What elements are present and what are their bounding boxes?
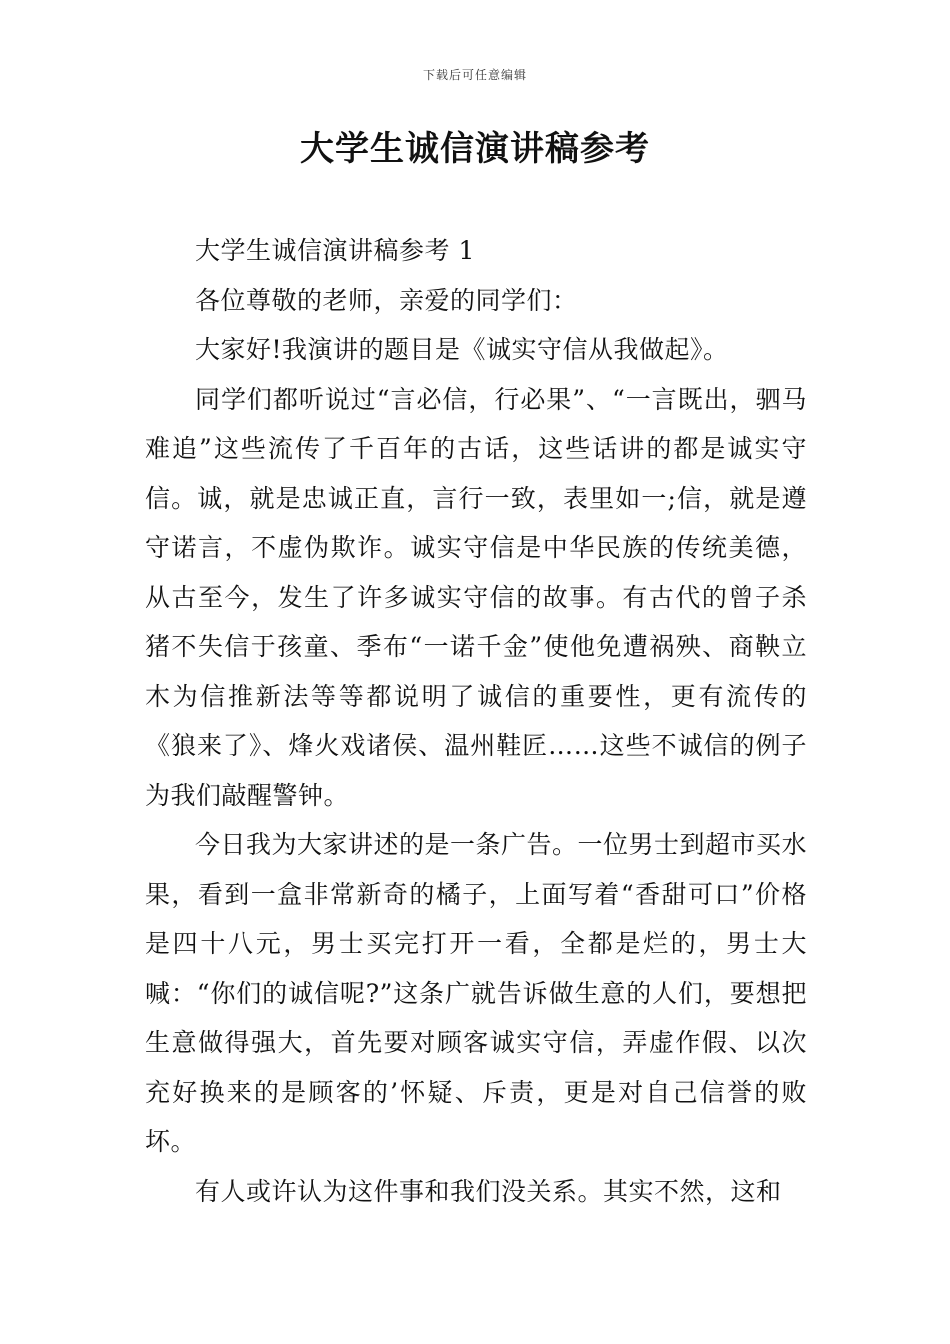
paragraph-body-3: 有人或许认为这件事和我们没关系。其实不然，这和 bbox=[195, 1176, 782, 1206]
paragraph-body-2: 今日我为大家讲述的是一条广告。一位男士到超市买水果，看到一盒非常新奇的橘子，上面写着“香甜可口”价格是四十八元，男士买完打开一看，全都是烂的，男士大喊：“你们的诚信呢?”这条广就告诉做生意的人们，要想把生意做得强大，首先要对顾客诚实守信，弄虚作假、以次充好换来的是顾客的’怀疑、斥责，更是对自己信誉的败坏。 bbox=[145, 830, 808, 1156]
document-title: 大学生诚信演讲稿参考 bbox=[300, 129, 650, 169]
paragraph-body-1: 同学们都听说过“言必信，行必果”、“一言既出，驷马难追”这些流传了千百年的古话，这些话讲的都是诚实守信。诚，就是忠诚正直，言行一致，表里如一;信，就是遵守诺言，不虚伪欺诈。诚实守信是中华民族的传统美德，从古至今，发生了许多诚实守信的故事。有古代的曾子杀猪不失信于孩童、季布“一诺千金”使他免遭祸殃、商鞅立木为信推新法等等都说明了诚信的重要性，更有流传的《狼来了》、烽火戏诸侯、温州鞋匠……这些不诚信的例子为我们敲醒警钟。 bbox=[145, 384, 807, 810]
document-body bbox=[145, 226, 807, 1216]
paragraph-subtitle: 大学生诚信演讲稿参考 1 bbox=[195, 236, 475, 265]
paragraph-greeting: 大家好!我演讲的题目是《诚实守信从我做起》。 bbox=[195, 335, 729, 364]
header-note: 下载后可任意编辑 bbox=[422, 68, 527, 82]
paragraph-salutation: 各位尊敬的老师，亲爱的同学们： bbox=[195, 285, 578, 315]
